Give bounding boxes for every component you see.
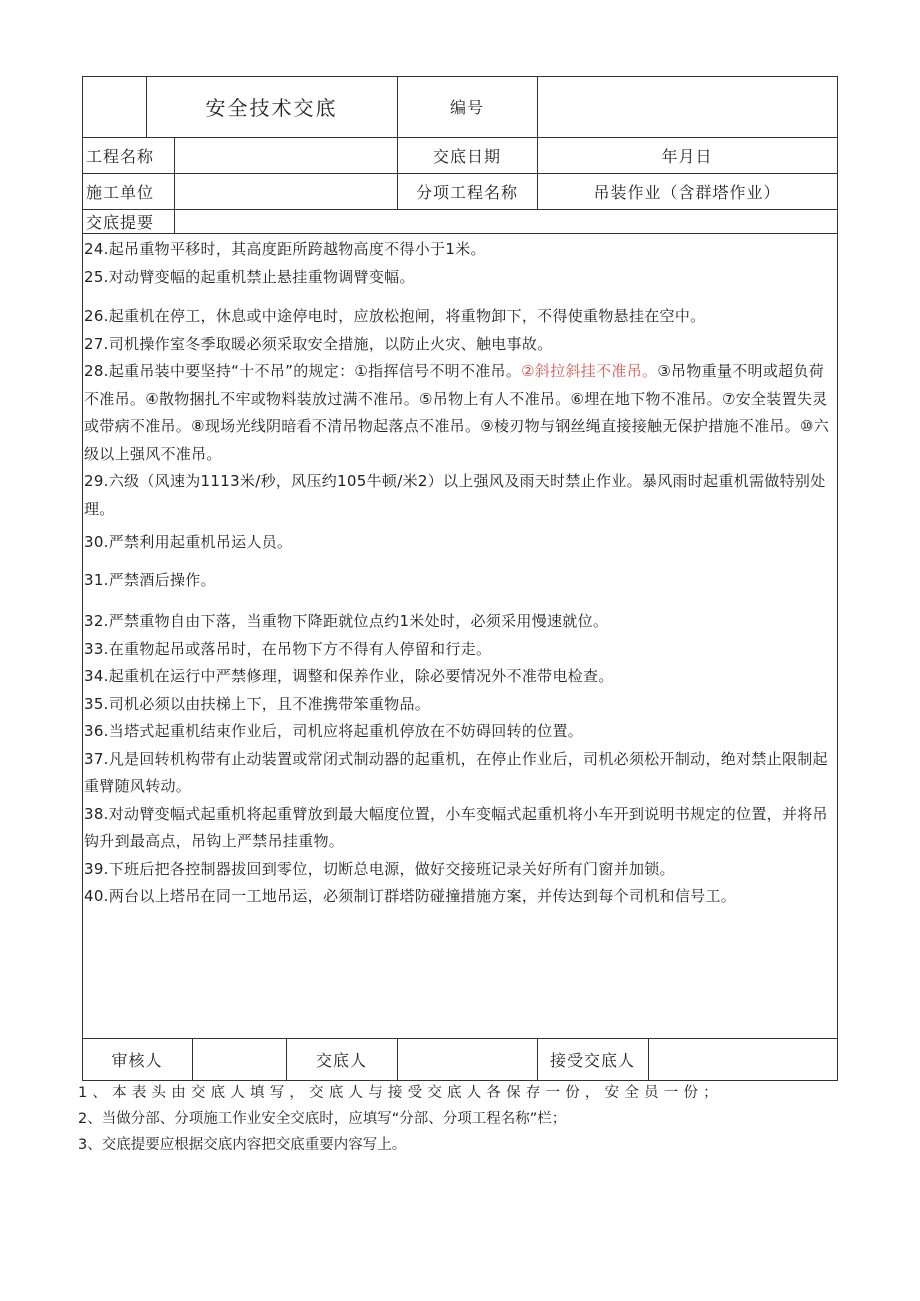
item-24: 24.起吊重物平移时，其高度距所跨越物高度不得小于1米。 xyxy=(84,240,486,258)
note-3: 3、交底提要应根据交底内容把交底重要内容写上。 xyxy=(78,1137,407,1153)
note-1: 1、本表头由交底人填写，交底人与接受交底人各保存一份，安全员一份； xyxy=(78,1085,723,1101)
item-34: 34.起重机在运行中严禁修理，调整和保养作业，除必要情况外不准带电检查。 xyxy=(84,667,614,685)
project-name-field[interactable] xyxy=(174,137,397,173)
item-25: 25.对动臂变幅的起重机禁止悬挂重物调臂变幅。 xyxy=(84,267,415,286)
receiver-label: 接受交底人 xyxy=(549,1050,635,1070)
subproject-label: 分项工程名称 xyxy=(415,182,518,202)
reviewer-field[interactable] xyxy=(192,1038,286,1080)
receiver-field[interactable] xyxy=(648,1038,837,1080)
briefing-content xyxy=(84,236,836,911)
item-40: 40.两台以上塔吊在同一工地吊运，必须制订群塔防碰撞措施方案，并传达到每个司机和信号工。 xyxy=(84,887,737,905)
date-field[interactable]: 年月日 xyxy=(661,146,713,166)
item-27: 27.司机操作室冬季取暖必须采取安全措施，以防止火灾、触电事故。 xyxy=(84,334,553,353)
item-39: 39.下班后把各控制器拔回到零位，切断总电源，做好交接班记录关好所有门窗并加锁。 xyxy=(84,859,675,878)
number-field[interactable] xyxy=(537,76,837,137)
item-28-part-2: ③吊物重量不明或超负荷不准吊。④散物捆扎不牢或物料装放过满不准吊。⑤吊物上有人不准吊。⑥埋在地下物不准吊。⑦安全装置失灵或带病不准吊。⑧现场光线阴暗看不清吊物起落点不准吊。⑨棱刃物与钢丝绳直接接触无保护措施不准吊。⑩六级以上强风不准吊。 xyxy=(84,362,830,463)
item-32: 32.严禁重物自由下落，当重物下降距就位点约1米处时，必须采用慢速就位。 xyxy=(84,612,609,630)
note-2: 2、当做分部、分项施工作业安全交底时，应填写“分部、分项工程名称”栏； xyxy=(78,1111,567,1127)
item-29: 29.六级（风速为1113米/秒，风压约105牛顿/米2）以上强风及雨天时禁止作业。暴风雨时起重机需做特别处理。 xyxy=(84,472,826,518)
item-26: 26.起重机在停工，休息或中途停电时，应放松抱闸，将重物卸下，不得使重物悬挂在空中。 xyxy=(84,307,706,325)
summary-label: 交底提要 xyxy=(86,212,155,232)
reviewer-label: 审核人 xyxy=(111,1050,163,1070)
item-33: 33.在重物起吊或落吊时，在吊物下方不得有人停留和行走。 xyxy=(84,639,492,658)
number-label: 编号 xyxy=(449,98,484,117)
form-title: 安全技术交底 xyxy=(205,96,338,120)
item-28-part-1: 28.起重吊装中要坚持“十不吊”的规定：①指挥信号不明不准吊。 xyxy=(84,362,522,380)
project-name-label: 工程名称 xyxy=(86,146,155,166)
construction-unit-label: 施工单位 xyxy=(86,182,155,202)
item-35: 35.司机必须以由扶梯上下，且不准携带笨重物品。 xyxy=(84,694,431,713)
grid-line xyxy=(837,76,838,1081)
presenter-field[interactable] xyxy=(397,1038,537,1080)
item-30: 30.严禁利用起重机吊运人员。 xyxy=(84,533,293,551)
item-38: 38.对动臂变幅式起重机将起重臂放到最大幅度位置，小车变幅式起重机将小车开到说明书规定的位置，并将吊钩升到最高点，吊钩上严禁吊挂重物。 xyxy=(84,804,828,850)
item-36: 36.当塔式起重机结束作业后，司机应将起重机停放在不妨碍回转的位置。 xyxy=(84,722,584,740)
presenter-label: 交底人 xyxy=(315,1050,367,1070)
summary-field[interactable] xyxy=(174,209,837,233)
form-notes xyxy=(78,1080,840,1158)
construction-unit-field[interactable] xyxy=(174,173,397,209)
subproject-field[interactable]: 吊装作业（含群塔作业） xyxy=(593,182,781,202)
item-28 xyxy=(84,358,836,468)
item-28-highlight: ②斜拉斜挂不准吊。 xyxy=(521,362,658,380)
item-31: 31.严禁酒后操作。 xyxy=(84,570,216,589)
item-37: 37.凡是回转机构带有止动装置或常闭式制动器的起重机，在停止作业后，司机必须松开制动，绝对禁止限制起重臂随风转动。 xyxy=(84,749,828,795)
date-label: 交底日期 xyxy=(432,146,501,166)
grid-line xyxy=(82,233,838,234)
